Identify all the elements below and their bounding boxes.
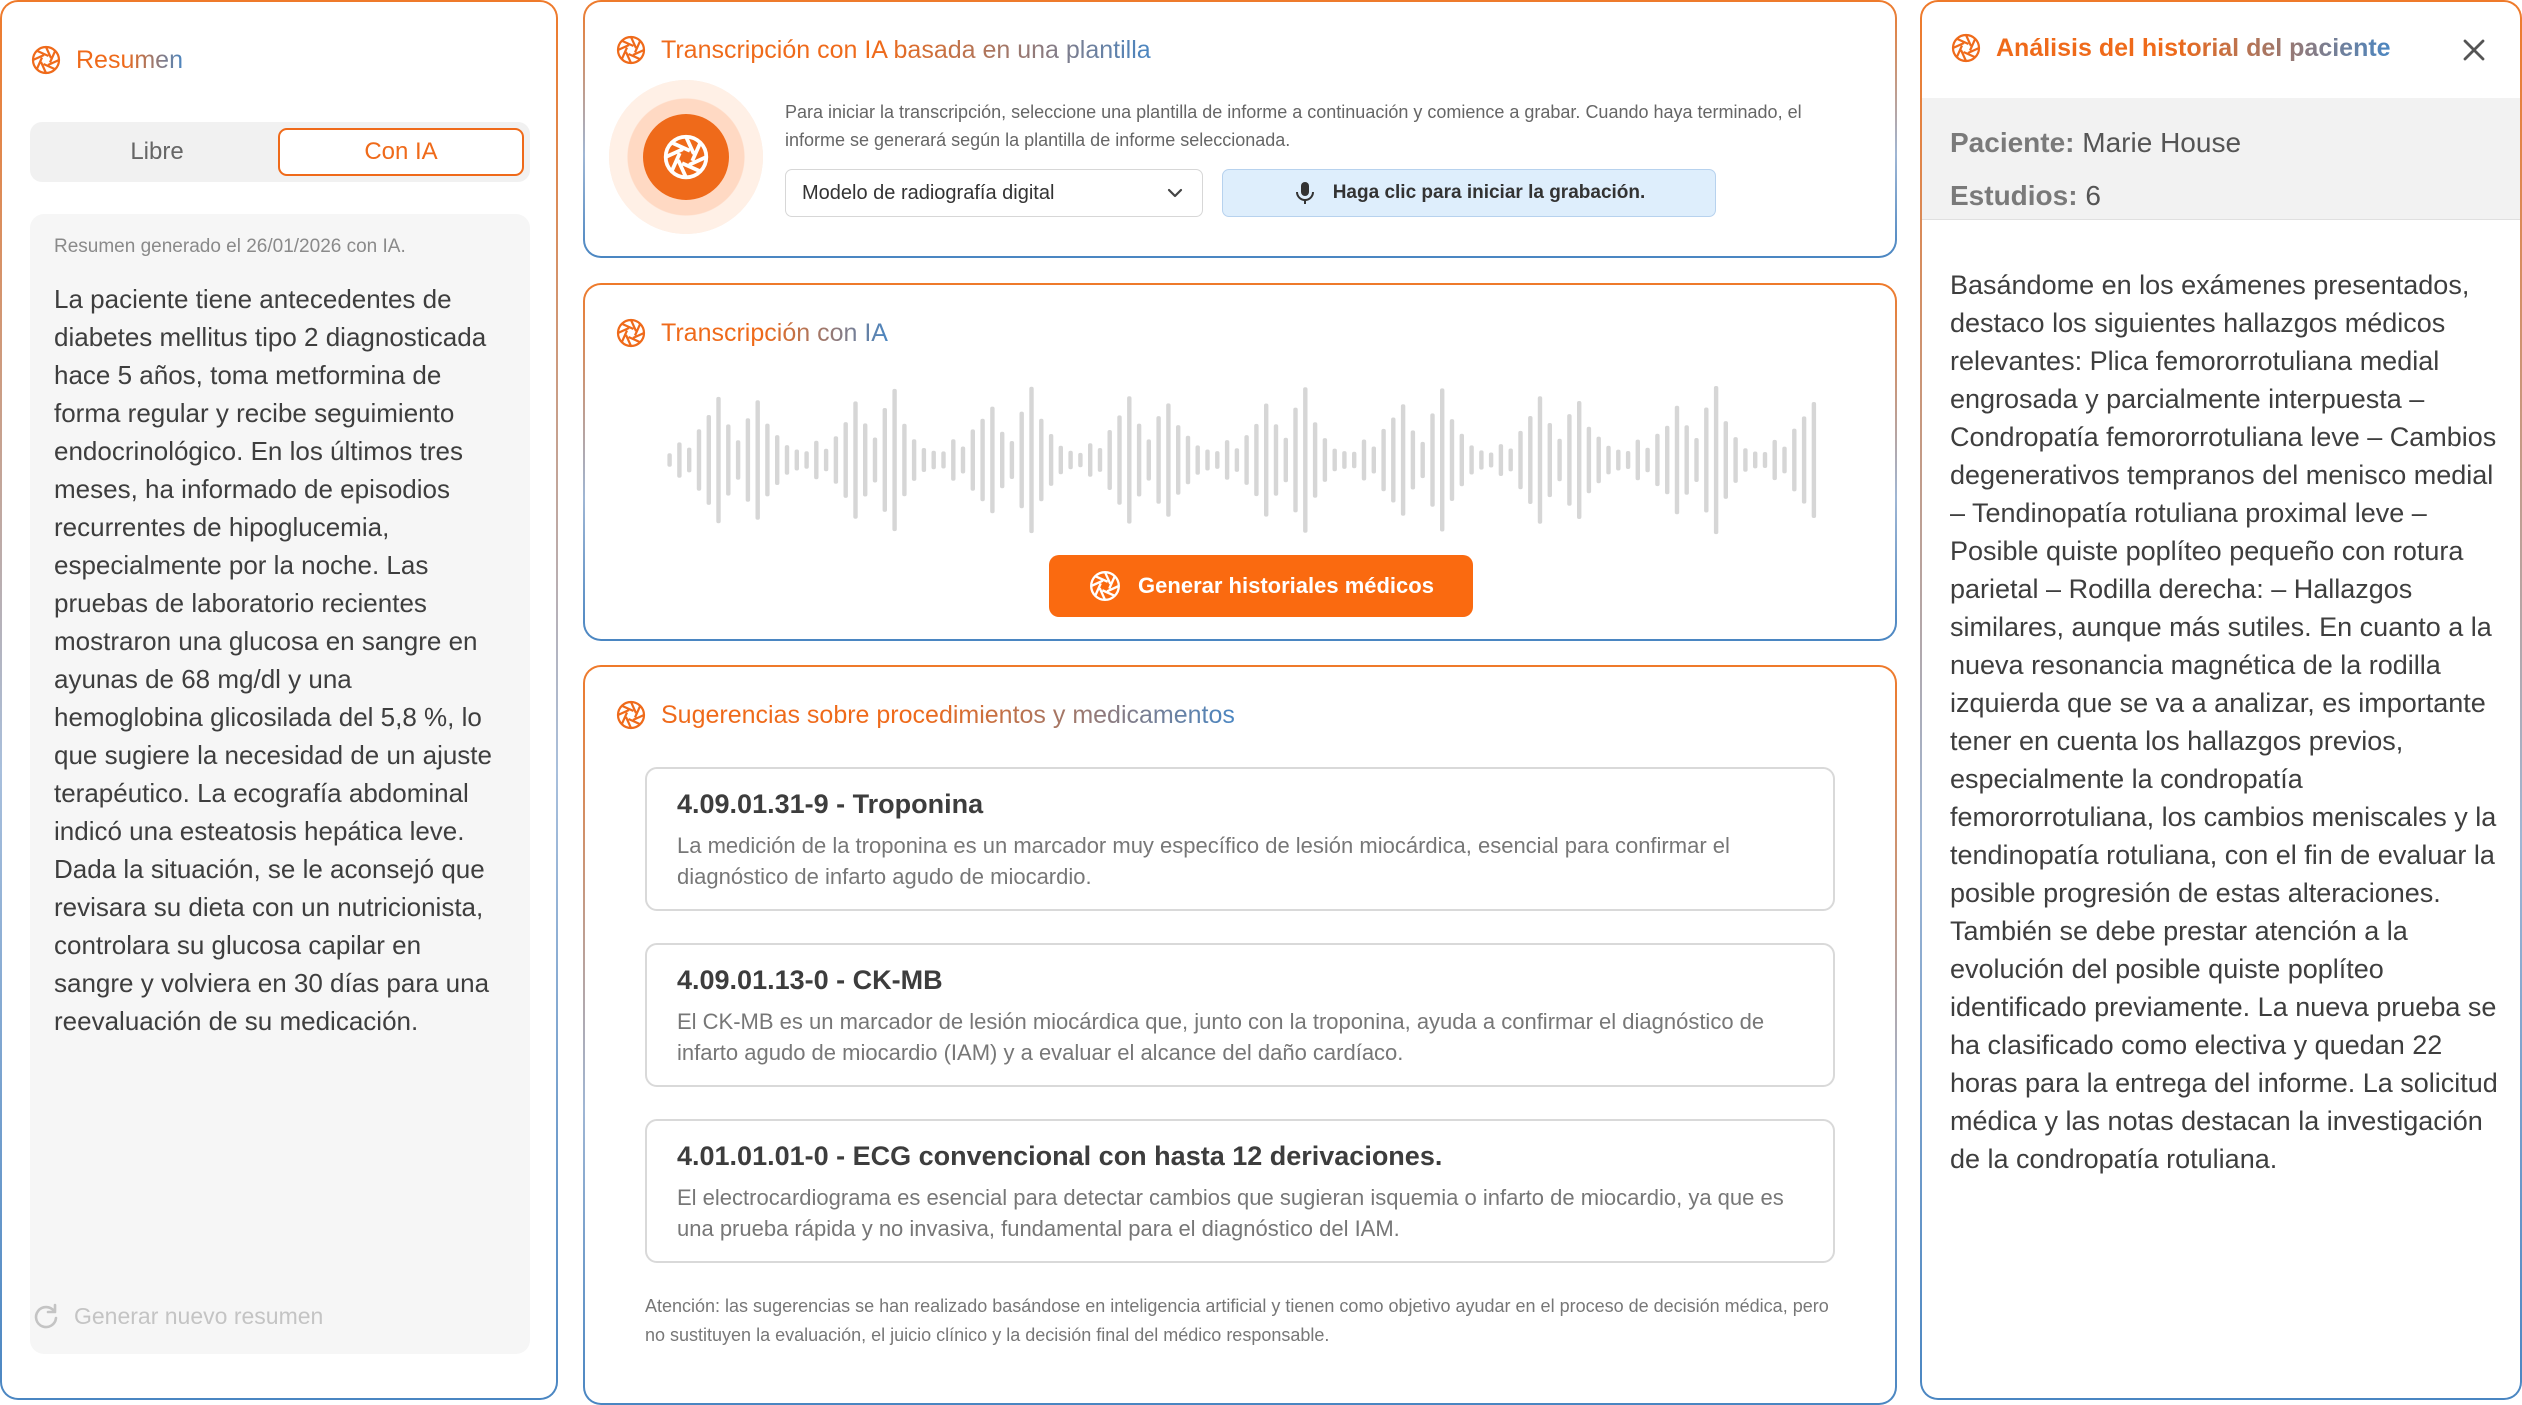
waveform-bar [1489, 453, 1493, 468]
waveform-bar [1215, 451, 1219, 469]
waveform-bar [1127, 396, 1131, 523]
summary-generated-meta: Resumen generado el 26/01/2026 con IA. [54, 236, 406, 257]
waveform-bar [834, 436, 838, 483]
waveform-bar [756, 400, 760, 520]
waveform-bar [1450, 419, 1454, 501]
waveform-bar [990, 407, 994, 514]
waveform-bar [1205, 450, 1209, 471]
suggestions-header [615, 699, 1235, 731]
studies-row [1950, 169, 2492, 222]
brand-aperture-icon [661, 132, 711, 182]
generate-records-button[interactable] [1049, 555, 1473, 617]
waveform-bar [716, 397, 720, 523]
template-select-value: Modelo de radiografía digital [802, 181, 1055, 204]
waveform-bar [1430, 413, 1434, 506]
waveform-bar [883, 408, 887, 512]
regenerate-summary-button[interactable] [32, 1302, 323, 1330]
waveform-bar [814, 441, 818, 480]
studies-label: Estudios: [1950, 180, 2078, 211]
waveform-bar [1782, 447, 1786, 474]
waveform-bar [1733, 437, 1737, 483]
waveform-bar [1010, 441, 1014, 479]
transcription-header [615, 317, 888, 349]
waveform-bar [1244, 435, 1248, 485]
waveform-bar [1323, 438, 1327, 482]
chevron-down-icon [1164, 182, 1186, 204]
brand-aperture-icon [1088, 569, 1122, 603]
waveform-bar [1391, 418, 1395, 503]
waveform-bar [1645, 448, 1649, 473]
waveform-bar [804, 451, 808, 469]
waveform-bar [736, 440, 740, 480]
microphone-icon [1293, 180, 1317, 206]
transcription-panel [583, 283, 1897, 641]
waveform-bar [1166, 403, 1170, 516]
waveform-bar [951, 439, 955, 481]
suggestion-title: 4.01.01.01-0 - ECG convencional con hasta 12 derivaciones. [677, 1141, 1443, 1171]
analysis-title: Análisis del historial del paciente [1996, 33, 2391, 62]
waveform-bar [1117, 415, 1121, 504]
waveform-bar [726, 424, 730, 495]
waveform-bar [1176, 425, 1180, 495]
waveform-bar [1773, 440, 1777, 480]
suggestions-panel [583, 665, 1897, 1405]
waveform-bar [1342, 451, 1346, 469]
waveform-bar [1636, 440, 1640, 481]
waveform-bar [1528, 416, 1532, 504]
transcription-title: Transcripción con IA [661, 318, 888, 347]
summary-header [30, 44, 183, 76]
waveform-bar [775, 435, 779, 485]
tab-free[interactable]: Libre [130, 138, 184, 165]
waveform-bar [844, 422, 848, 498]
waveform-bar [1714, 386, 1718, 534]
waveform-bar [902, 424, 906, 497]
suggestion-card[interactable] [645, 1119, 1835, 1263]
waveform-bar [1421, 442, 1425, 478]
waveform-bar [1753, 452, 1757, 469]
waveform-bar [1254, 424, 1258, 496]
suggestion-card[interactable] [645, 767, 1835, 911]
summary-panel [0, 0, 558, 1400]
waveform-bar [746, 418, 750, 502]
summary-title: Resumen [76, 45, 183, 74]
waveform-bar [971, 429, 975, 490]
waveform-bar [1401, 404, 1405, 516]
waveform-bar [1557, 439, 1561, 482]
start-recording-button[interactable] [1222, 169, 1716, 217]
waveform-bar [1362, 440, 1366, 481]
studies-count: 6 [2085, 180, 2101, 211]
waveform-bar [853, 401, 857, 518]
waveform-bar [1068, 451, 1072, 469]
waveform-bar [912, 439, 916, 481]
waveform-bar [932, 451, 936, 470]
waveform-bar [1235, 448, 1239, 472]
waveform-bar [1792, 429, 1796, 492]
summary-content [30, 214, 530, 1354]
waveform-bar [1743, 448, 1747, 472]
waveform-bar [1098, 448, 1102, 472]
waveform-bar [1049, 434, 1053, 486]
waveform-bar [1460, 434, 1464, 486]
waveform-bar [1626, 451, 1630, 469]
waveform-bar [1655, 434, 1659, 486]
waveform-bar [765, 424, 769, 497]
waveform-bar [1606, 446, 1610, 475]
waveform-bar [1303, 387, 1307, 533]
waveform-bar [1694, 438, 1698, 482]
waveform-bar [980, 419, 984, 501]
waveform-bar [1029, 387, 1033, 533]
waveform-bar [687, 448, 691, 473]
waveform-bar [1293, 408, 1297, 513]
waveform-bar [1000, 432, 1004, 489]
waveform-bar [1372, 447, 1376, 474]
waveform-bar [1469, 445, 1473, 474]
waveform-bar [785, 445, 789, 475]
recording-indicator[interactable] [609, 80, 763, 234]
waveform-bar [1156, 416, 1160, 504]
analysis-text: Basándome en los exámenes presentados, destaco los siguientes hallazgos médicos relevantes: Plica femororrotuliana medial engrosada y parcialmente interpuesta – Condropatía femororrotuliana leve – Cambios degenerativos tempranos del menisco medial – Tendinopatía rotuliana proximal leve – Posible quiste poplíteo pequeño con rotura parietal – Rodilla derecha: – Hallazgos similares, aunque más sutiles. En cuanto a la nueva resonancia magnética de la rodilla izquierda que se va a analizar, es importante tener en cuenta los hallazgos previos, especialmente la condropatía femororrotuliana, los cambios meniscales y la tendinopatía rotuliana, con el fin de evaluar la posible progresión de estas alteraciones. También se debe prestar atención a la evolución del posible quiste poplíteo identificado previamente. La nueva prueba se ha clasificado como electiva y quedan 22 horas para la entrega del informe. La solicitud médica y las notas destacan la investigación de la condropatía rotuliana. [1950, 270, 2498, 1174]
analysis-panel [1920, 0, 2522, 1400]
waveform-bar [1284, 438, 1288, 483]
waveform-bar [1577, 401, 1581, 519]
waveform-bar [1020, 412, 1024, 509]
waveform-bar [1724, 421, 1728, 499]
waveform-bar [1313, 422, 1317, 497]
waveform-bar [1196, 445, 1200, 474]
waveform-bar [1264, 404, 1268, 517]
waveform-bar [795, 450, 799, 471]
waveform-bar [1509, 449, 1513, 472]
waveform-bar [961, 447, 965, 474]
suggestion-description: La medición de la troponina es un marcador muy específico de lesión miocárdica, esencial para confirmar el diagnóstico de infarto agudo de miocardio. [677, 833, 1730, 889]
summary-text: La paciente tiene antecedentes de diabetes mellitus tipo 2 diagnosticada hace 5 años, toma metformina de forma regular y recibe seguimiento endocrinológico. En los últimos tres meses, ha informado de episodios recurrentes de hipoglucemia, especialmente por la noche. Las pruebas de laboratorio recientes mostraron una glucosa en sangre en ayunas de 68 mg/dl y una hemoglobina glicosilada del 5,8 %, lo que sugiere la necesidad de un ajuste terapéutico. La ecografía abdominal indicó una esteatosis hepática leve. Dada la situación, se le aconsejó que revisara su dieta con un nutricionista, controlara su glucosa capilar en sangre y volviera en 30 días para una reevaluación de su medicación. [54, 284, 492, 1036]
transcription-instructions: Para iniciar la transcripción, seleccione una plantilla de informe a continuación y comience a grabar. Cuando haya terminado, el informe se generará según la plantilla de informe seleccionada. [785, 102, 1802, 150]
ai-disclaimer: Atención: las sugerencias se han realizado basándose en inteligencia artificial y tienen como objetivo ayudar en el proceso de decisión médica, pero no sustituyen la evaluación, el juicio clínico y la decisión final del médico responsable. [645, 1296, 1829, 1345]
start-recording-label: Haga clic para iniciar la grabación. [1332, 182, 1646, 203]
template-select[interactable] [785, 169, 1203, 217]
waveform-bar [1616, 450, 1620, 471]
brand-aperture-icon [615, 699, 647, 731]
waveform-bar [892, 389, 896, 531]
waveform-bar [677, 442, 681, 477]
waveform-bar [1333, 449, 1337, 472]
waveform-bar [1137, 424, 1141, 497]
analysis-header [1922, 2, 2520, 99]
waveform-bar [1381, 429, 1385, 491]
analysis-title-row [1950, 32, 2391, 64]
waveform-bar [1225, 440, 1229, 480]
waveform-bar [1763, 452, 1767, 468]
suggestions-title: Sugerencias sobre procedimientos y medicamentos [661, 700, 1235, 729]
waveform-bar [863, 423, 867, 496]
waveform-bar [922, 448, 926, 472]
brand-aperture-icon [1950, 32, 1982, 64]
waveform-bar [697, 429, 701, 490]
suggestion-card[interactable] [645, 943, 1835, 1087]
waveform-bar [1274, 424, 1278, 496]
waveform-bar [1675, 406, 1679, 514]
waveform-bar [1518, 431, 1522, 489]
waveform-bar [1538, 396, 1542, 523]
patient-label: Paciente: [1950, 127, 2075, 158]
waveform-bar [873, 438, 877, 483]
template-transcription-panel [583, 0, 1897, 258]
waveform-bar [824, 449, 828, 472]
waveform-bar [1108, 430, 1112, 490]
waveform-bar [1685, 425, 1689, 494]
regenerate-summary-label: Generar nuevo resumen [74, 1302, 324, 1329]
waveform-bar [1567, 414, 1571, 506]
waveform-bar [1186, 436, 1190, 484]
waveform-bar [1812, 402, 1816, 518]
brand-aperture-icon [615, 317, 647, 349]
generate-records-label: Generar historiales médicos [1138, 573, 1434, 598]
refresh-icon [32, 1302, 60, 1330]
waveform-bar [1147, 439, 1151, 480]
waveform-bar [1587, 427, 1591, 493]
waveform-bar [1665, 426, 1669, 494]
brand-aperture-icon [30, 44, 62, 76]
waveform-bar [1352, 452, 1356, 469]
waveform-bar [1088, 443, 1092, 477]
waveform-bar [1078, 453, 1082, 467]
waveform-bar [1411, 430, 1415, 489]
waveform-bar [941, 451, 945, 468]
waveform-bar [707, 415, 711, 505]
waveform-bar [1704, 408, 1708, 513]
template-transcription-header [615, 34, 1151, 66]
waveform-bar [1059, 446, 1063, 474]
waveform-bar [1039, 419, 1043, 501]
close-icon[interactable] [2456, 32, 2492, 68]
patient-name: Marie House [2082, 127, 2242, 158]
suggestion-description: El electrocardiograma es esencial para detectar cambios que sugieran isquemia o infarto de miocardio, ya que es una prueba rápida y no invasiva, fundamental para el diagnóstico del IAM. [677, 1185, 1784, 1241]
summary-mode-toggle [30, 122, 530, 182]
tab-with-ai[interactable]: Con IA [278, 128, 524, 176]
template-transcription-title: Transcripción con IA basada en una plantilla [661, 35, 1151, 64]
waveform-bar [1499, 444, 1503, 476]
brand-aperture-icon [615, 34, 647, 66]
patient-info [1922, 98, 2520, 220]
waveform-bar [1548, 423, 1552, 497]
waveform-bar [1597, 437, 1601, 484]
suggestion-title: 4.09.01.13-0 - CK-MB [677, 965, 943, 995]
waveform-bar [1440, 388, 1444, 531]
patient-name-row [1950, 116, 2492, 169]
suggestion-description: El CK-MB es un marcador de lesión miocárdica que, junto con la troponina, ayuda a confirmar el diagnóstico de infarto agudo de miocardio (IAM) y a evaluar el alcance del daño cardíaco. [677, 1009, 1765, 1065]
waveform-bar [667, 453, 671, 467]
waveform-bar [1479, 450, 1483, 469]
waveform-bar [1802, 416, 1806, 503]
suggestion-title: 4.09.01.31-9 - Troponina [677, 789, 984, 819]
audio-waveform [665, 375, 1819, 545]
